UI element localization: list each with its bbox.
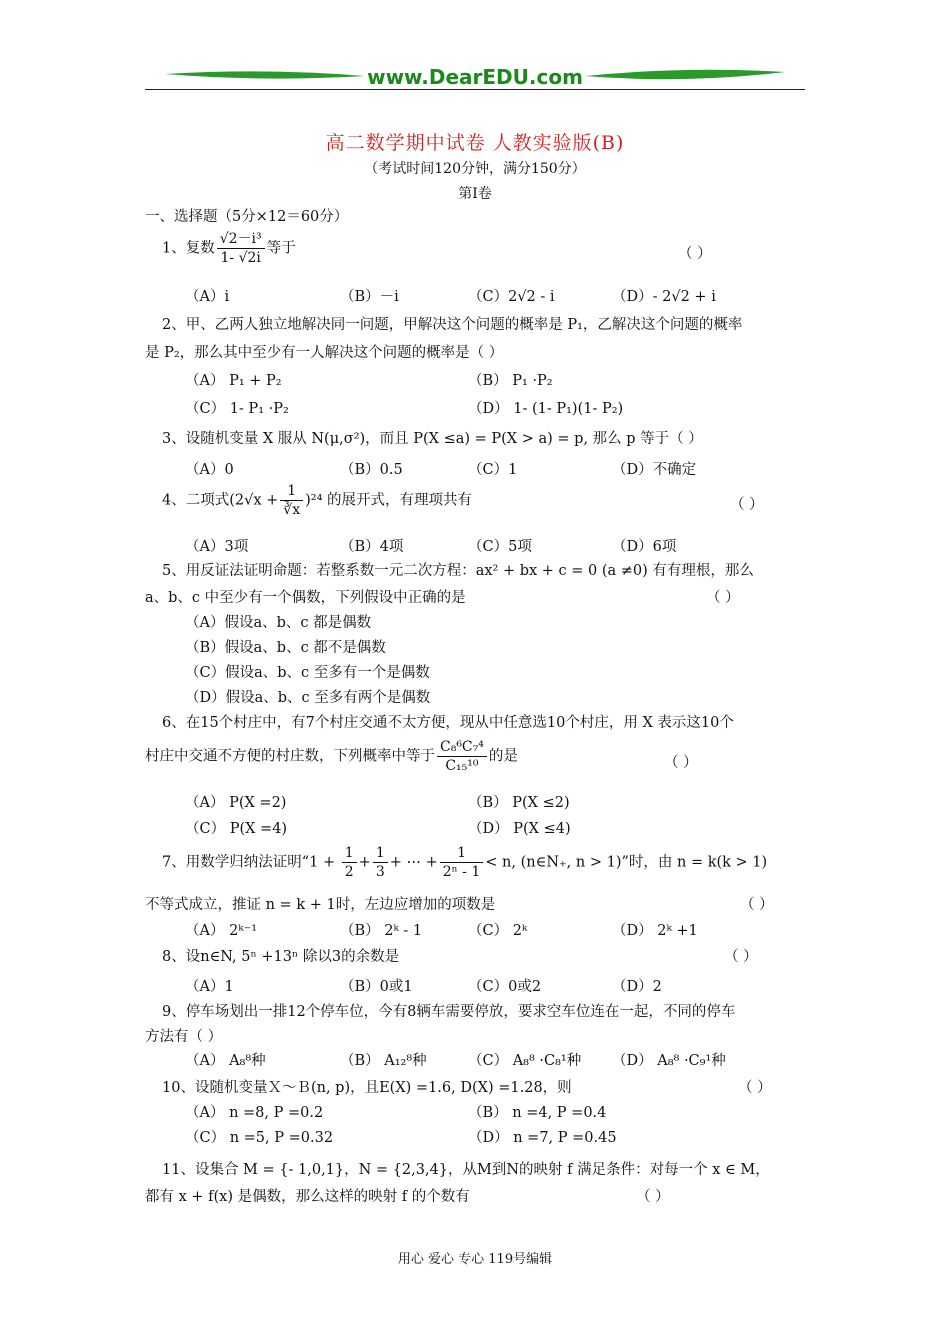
- q9-option-c: （C） A₈⁸ ·C₈¹种: [468, 1053, 582, 1069]
- q3-option-b: （B）0.5: [340, 462, 403, 478]
- q7-option-c: （C） 2ᵏ: [468, 923, 528, 939]
- q11-answer-paren: （ ）: [636, 1189, 670, 1205]
- q5-option-b: （B）假设a、b、c 都不是偶数: [185, 640, 386, 656]
- q10-option-c: （C） n =5, P =0.32: [185, 1130, 334, 1146]
- q2-line1: 2、甲、乙两人独立地解决同一问题，甲解决这个问题的概率是 P₁，乙解决这个问题的概率: [162, 317, 743, 333]
- q2-option-c: （C） 1- P₁ ·P₂: [185, 401, 289, 417]
- page-footer: 用心 爱心 专心 119号编辑: [397, 1252, 553, 1267]
- q5-answer-paren: （ ）: [706, 590, 740, 606]
- exam-title: 高二数学期中试卷 人教实验版(B): [325, 132, 625, 154]
- q8-answer-paren: （ ）: [724, 949, 758, 965]
- q1-fraction: $\frac{\text{√2－i³}}{1- √2i}$: [217, 230, 265, 267]
- q10-text: 10、设随机变量Ｘ～Ｂ(n, p)，且E(X) =1.6, D(X) =1.28，则: [162, 1080, 572, 1096]
- q3-option-c: （C）1: [468, 462, 518, 478]
- q5-option-d: （D）假设a、b、c 至多有两个是偶数: [185, 690, 431, 706]
- q5-option-c: （C）假设a、b、c 至多有一个是偶数: [185, 665, 430, 681]
- q1-option-c: （C）2√2 - i: [468, 289, 555, 305]
- q9-line2: 方法有（ ）: [145, 1029, 223, 1045]
- q3-option-a: （A）0: [185, 462, 234, 478]
- q1-answer-paren: （ ）: [678, 246, 712, 262]
- section-heading: 一、选择题（5分×12＝60分）: [145, 209, 349, 225]
- q9-line1: 9、停车场划出一排12个停车位，今有8辆车需要停放，要求空车位连在一起，不同的停车: [162, 1004, 736, 1020]
- q10-option-a: （A） n =8, P =0.2: [185, 1105, 324, 1121]
- q6-option-b: （B） P(X ≤2): [468, 795, 570, 811]
- q6-line2: 村庄中交通不方便的村庄数，下列概率中等于 $\frac{\text{C₈⁶C₇⁴}}{\text{C₁₅¹⁰}}$ 的是: [145, 739, 518, 774]
- q11-line1: 11、设集合 M = {- 1,0,1}，N = {2,3,4}，从M到N的映射 f 满足条件：对每一个 x ∈ M，: [162, 1162, 770, 1178]
- q3-text: 3、设随机变量 X 服从 N(μ,σ²)，而且 P(X ≤a) = P(X > a) = p, 那么 p 等于（ ）: [162, 431, 703, 447]
- q6-fraction: $\frac{\text{C₈⁶C₇⁴}}{\text{C₁₅¹⁰}}$: [437, 738, 487, 775]
- q7-option-a: （A） 2ᵏ⁻¹: [185, 923, 258, 939]
- q4-option-b: （B）4项: [340, 539, 404, 555]
- header-rule: [145, 89, 805, 90]
- q9-option-d: （D） A₈⁸ ·C₉¹种: [612, 1053, 726, 1069]
- q2-option-d: （D） 1- (1- P₁)(1- P₂): [468, 401, 624, 417]
- q6-line1: 6、在15个村庄中，有7个村庄交通不太方便，现从中任意选10个村庄，用 X 表示这10个: [162, 715, 734, 731]
- question-4: 4、二项式(2√x + $\frac{1}{∛x}$ )²⁴ 的展开式，有理项共有: [162, 483, 473, 518]
- deared-logo: [145, 60, 805, 92]
- q8-option-d: （D）2: [612, 979, 662, 995]
- q7-option-b: （B） 2ᵏ - 1: [340, 923, 423, 939]
- q9-option-b: （B） A₁₂⁸种: [340, 1053, 427, 1069]
- volume-label: 第Ⅰ卷: [458, 186, 492, 202]
- q2-line2: 是 P₂，那么其中至少有一人解决这个问题的概率是（ ）: [145, 345, 504, 361]
- q4-fraction: $\frac{1}{∛x}$: [280, 482, 303, 519]
- q1-option-d: （D）- 2√2 + i: [612, 289, 716, 305]
- q8-option-a: （A）1: [185, 979, 234, 995]
- logo-text: www.DearEDU.com: [367, 65, 583, 89]
- q1-option-b: （B）－i: [340, 289, 399, 305]
- q5-option-a: （A）假设a、b、c 都是偶数: [185, 615, 372, 631]
- q6-option-a: （A） P(X =2): [185, 795, 287, 811]
- q5-line1: 5、用反证法证明命题：若整系数一元二次方程：ax² + bx + c = 0 (a ≠0) 有有理根，那么: [162, 563, 754, 579]
- q7-line2: 不等式成立，推证 n = k + 1时，左边应增加的项数是: [145, 897, 496, 913]
- q2-option-b: （B） P₁ ·P₂: [468, 373, 553, 389]
- q10-option-d: （D） n =7, P =0.45: [468, 1130, 617, 1146]
- q8-option-b: （B）0或1: [340, 979, 413, 995]
- q2-option-a: （A） P₁ + P₂: [185, 373, 282, 389]
- question-1: 1、复数 $\frac{\text{√2－i³}}{1- √2i}$ 等于: [162, 231, 296, 266]
- q4-answer-paren: （ ）: [730, 497, 764, 513]
- q7-answer-paren: （ ）: [740, 897, 774, 913]
- q8-option-c: （C）0或2: [468, 979, 542, 995]
- q4-option-d: （D）6项: [612, 539, 677, 555]
- q9-option-a: （A） A₈⁸种: [185, 1053, 266, 1069]
- q5-line2: a、b、c 中至少有一个偶数，下列假设中正确的是: [145, 590, 466, 606]
- q3-option-d: （D）不确定: [612, 462, 697, 478]
- q6-option-d: （D） P(X ≤4): [468, 821, 571, 837]
- exam-subtitle: （考试时间120分钟，满分150分）: [364, 161, 586, 177]
- q10-answer-paren: （ ）: [738, 1080, 772, 1096]
- q7-option-d: （D） 2ᵏ +1: [612, 923, 698, 939]
- question-7: 7、用数学归纳法证明“1 + $\frac{1}{2}$ + $\frac{1}{3}$ + ⋯ + $\frac{1}{\text{2ⁿ - 1}}$ < n, (n∈N₊, n > 1)”时，由 n = k(k > 1): [162, 845, 768, 880]
- q11-line2: 都有 x + f(x) 是偶数，那么这样的映射 f 的个数有: [145, 1189, 470, 1205]
- q6-option-c: （C） P(X =4): [185, 821, 288, 837]
- q4-option-a: （A）3项: [185, 539, 249, 555]
- q1-option-a: （A）i: [185, 289, 230, 305]
- q8-text: 8、设n∈N, 5ⁿ +13ⁿ 除以3的余数是: [162, 949, 400, 965]
- q4-option-c: （C）5项: [468, 539, 532, 555]
- q6-answer-paren: （ ）: [664, 755, 698, 771]
- q10-option-b: （B） n =4, P =0.4: [468, 1105, 607, 1121]
